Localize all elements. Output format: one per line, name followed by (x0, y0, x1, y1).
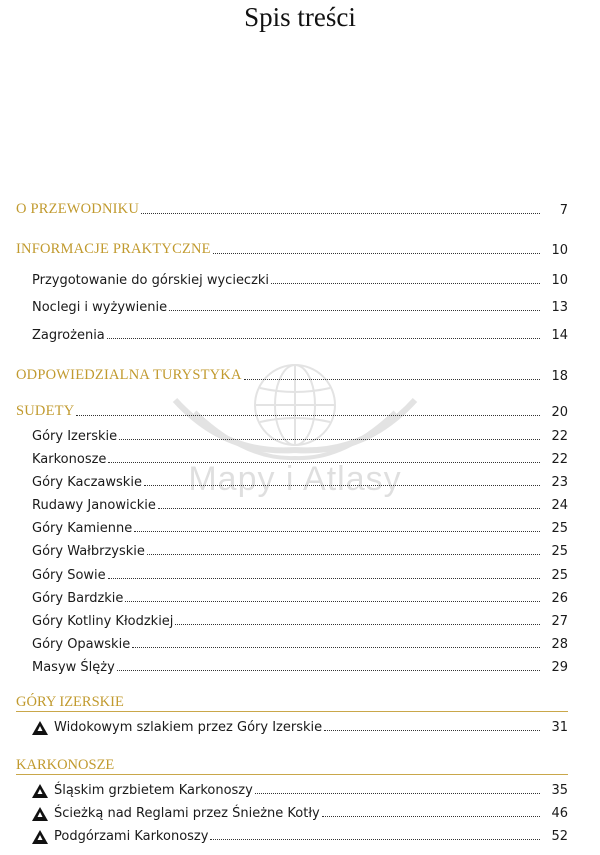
dot-leader (132, 647, 540, 648)
toc-entry-page: 13 (551, 300, 568, 315)
divider (16, 774, 568, 775)
toc-subentry[interactable] (0, 655, 600, 675)
toc-entry-label: Podgórzami Karkonoszy (54, 829, 209, 844)
toc-entry-page: 27 (551, 614, 568, 629)
toc-entry-page: 22 (551, 452, 568, 467)
toc-entry-odpowiedzialna-turystyka[interactable] (0, 364, 600, 384)
toc-subentry[interactable] (0, 632, 600, 652)
toc-entry-informacje-praktyczne[interactable] (0, 238, 600, 258)
toc-entry-label: Widokowym szlakiem przez Góry Izerskie (54, 720, 323, 735)
toc-entry-label: Góry Bardzkie (32, 591, 124, 606)
toc-entry-page: 25 (551, 544, 568, 559)
toc-entry-label: Karkonosze (32, 452, 107, 467)
dot-leader (119, 439, 540, 440)
mountain-icon (32, 721, 48, 735)
toc-route-entry[interactable] (0, 778, 600, 798)
toc-entry-page: 14 (551, 328, 568, 343)
toc-entry-label: Ścieżką nad Reglami przez Śnieżne Kotły (54, 806, 320, 821)
region-heading-karkonosze: KARKONOSZE (16, 757, 115, 773)
toc-subentry[interactable] (0, 539, 600, 559)
toc-subentry[interactable] (0, 447, 600, 467)
region-heading-gory-izerskie: GÓRY IZERSKIE (16, 694, 124, 710)
toc-entry-label: Góry Kamienne (32, 521, 133, 536)
toc-entry-page: 24 (551, 498, 568, 513)
dot-leader (147, 554, 540, 555)
toc-entry-page: 18 (551, 369, 568, 384)
toc-entry-page: 31 (551, 720, 568, 735)
toc-subentry[interactable] (0, 609, 600, 629)
dot-leader (322, 816, 540, 817)
dot-leader (107, 338, 540, 339)
mountain-icon (32, 830, 48, 844)
toc-entry-label: Śląskim grzbietem Karkonoszy (54, 783, 253, 798)
watermark-text: Mapy i Atlasy (188, 460, 402, 498)
dot-leader (169, 310, 540, 311)
toc-subentry[interactable] (0, 470, 600, 490)
dot-leader (134, 531, 540, 532)
toc-entry-label: Góry Sowie (32, 568, 106, 583)
toc-entry-label: Góry Wałbrzyskie (32, 544, 145, 559)
dot-leader (76, 415, 540, 416)
toc-entry-label: Rudawy Janowickie (32, 498, 156, 513)
dot-leader (125, 601, 540, 602)
toc-subentry[interactable] (0, 268, 600, 288)
toc-entry-page: 46 (551, 806, 568, 821)
dot-leader (213, 253, 540, 254)
toc-subentry[interactable] (0, 586, 600, 606)
toc-entry-label: Góry Kotliny Kłodzkiej (32, 614, 174, 629)
toc-subentry[interactable] (0, 563, 600, 583)
toc-entry-page: 29 (551, 660, 568, 675)
toc-entry-label: INFORMACJE PRAKTYCZNE (16, 241, 211, 257)
toc-entry-page: 25 (551, 568, 568, 583)
toc-subentry[interactable] (0, 493, 600, 513)
toc-entry-label: ODPOWIEDZIALNA TURYSTYKA (16, 367, 242, 383)
dot-leader (117, 670, 540, 671)
toc-entry-label: Góry Opawskie (32, 637, 131, 652)
toc-entry-label: O PRZEWODNIKU (16, 201, 140, 217)
toc-route-entry[interactable] (0, 801, 600, 821)
dot-leader (158, 508, 540, 509)
dot-leader (324, 730, 540, 731)
toc-entry-page: 35 (551, 783, 568, 798)
toc-entry-page: 26 (551, 591, 568, 606)
toc-route-entry[interactable] (0, 824, 600, 844)
dot-leader (271, 283, 540, 284)
toc-entry-page: 10 (551, 243, 568, 258)
toc-entry-label: Zagrożenia (32, 328, 105, 343)
toc-entry-page: 52 (551, 829, 568, 844)
toc-entry-sudety[interactable] (0, 400, 600, 420)
toc-entry-page: 22 (551, 429, 568, 444)
toc-entry-label: Góry Kaczawskie (32, 475, 142, 490)
toc-subentry[interactable] (0, 323, 600, 343)
dot-leader (108, 462, 540, 463)
dot-leader (175, 624, 540, 625)
dot-leader (210, 839, 540, 840)
dot-leader (144, 485, 540, 486)
toc-entry-label: Przygotowanie do górskiej wycieczki (32, 273, 270, 288)
toc-entry-page: 7 (559, 203, 568, 218)
toc-entry-page: 28 (551, 637, 568, 652)
toc-entry-page: 25 (551, 521, 568, 536)
toc-entry-o-przewodniku[interactable] (0, 198, 600, 218)
divider (16, 711, 568, 712)
toc-entry-page: 10 (551, 273, 568, 288)
toc-entry-page: 20 (551, 405, 568, 420)
toc-subentry[interactable] (0, 424, 600, 444)
toc-entry-label: Góry Izerskie (32, 429, 118, 444)
dot-leader (255, 793, 540, 794)
toc-subentry[interactable] (0, 516, 600, 536)
toc-route-entry[interactable] (0, 715, 600, 735)
toc-entry-label: Masyw Ślęży (32, 660, 115, 675)
toc-entry-label: Noclegi i wyżywienie (32, 300, 168, 315)
toc-subentry[interactable] (0, 295, 600, 315)
mountain-icon (32, 784, 48, 798)
dot-leader (141, 213, 540, 214)
page-title: Spis treści (244, 2, 356, 32)
toc-entry-page: 23 (551, 475, 568, 490)
mountain-icon (32, 807, 48, 821)
dot-leader (244, 379, 540, 380)
dot-leader (108, 578, 540, 579)
toc-entry-label: SUDETY (16, 403, 75, 419)
